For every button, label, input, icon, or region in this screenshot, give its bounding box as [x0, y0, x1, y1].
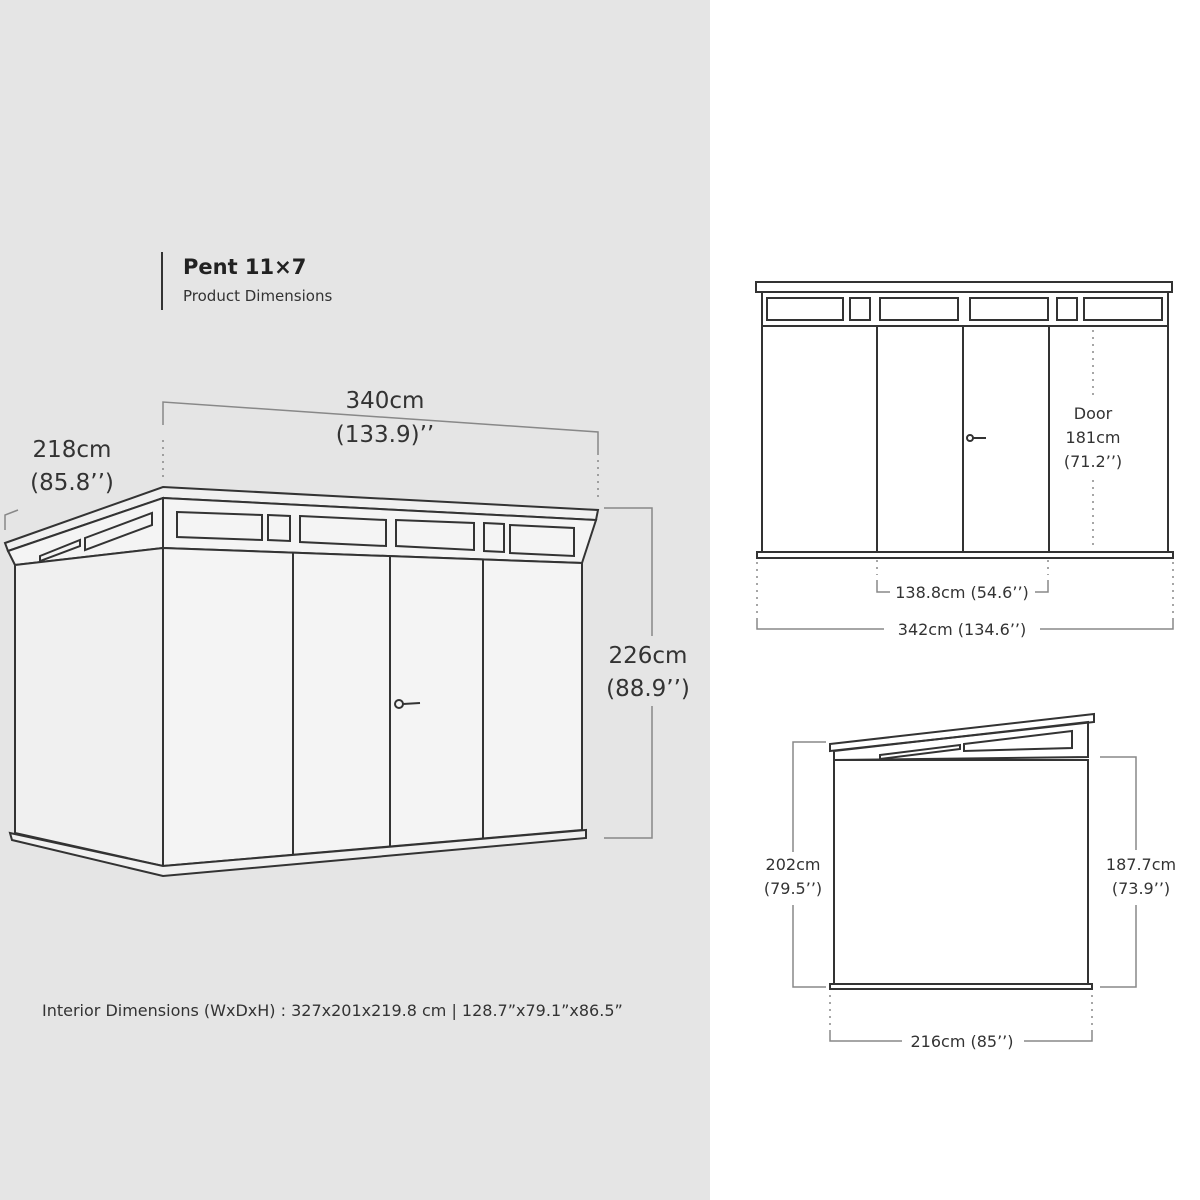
height-in-label: (88.9’’)	[606, 676, 690, 702]
front-total-width-label: 342cm (134.6’’)	[897, 620, 1027, 639]
product-subtitle: Product Dimensions	[183, 287, 333, 305]
door-width-label: 138.8cm (54.6’’)	[895, 583, 1029, 602]
depth-cm-label: 218cm	[32, 437, 112, 463]
perspective-shed	[5, 487, 598, 876]
width-cm-label: 340cm	[345, 388, 425, 414]
width-in-label: (133.9)’’	[335, 422, 435, 448]
side-elevation-shed	[830, 714, 1094, 989]
door-label: Door	[1073, 404, 1113, 423]
interior-dimensions: Interior Dimensions (WxDxH) : 327x201x219.8 cm | 128.7”x79.1”x86.5”	[42, 1001, 623, 1020]
side-left-height-in: (79.5’’)	[763, 879, 823, 898]
height-cm-label: 226cm	[608, 643, 688, 669]
door-height-cm: 181cm	[1065, 428, 1121, 447]
side-dimension-lines	[793, 742, 1136, 1041]
depth-in-label: (85.8’’)	[30, 470, 114, 496]
side-right-height-cm: 187.7cm	[1105, 855, 1177, 874]
side-right-height-in: (73.9’’)	[1111, 879, 1171, 898]
side-depth-label: 216cm (85’’)	[910, 1032, 1014, 1051]
product-title: Pent 11×7	[183, 255, 307, 279]
side-left-height-cm: 202cm	[765, 855, 821, 874]
door-height-in: (71.2’’)	[1063, 452, 1123, 471]
